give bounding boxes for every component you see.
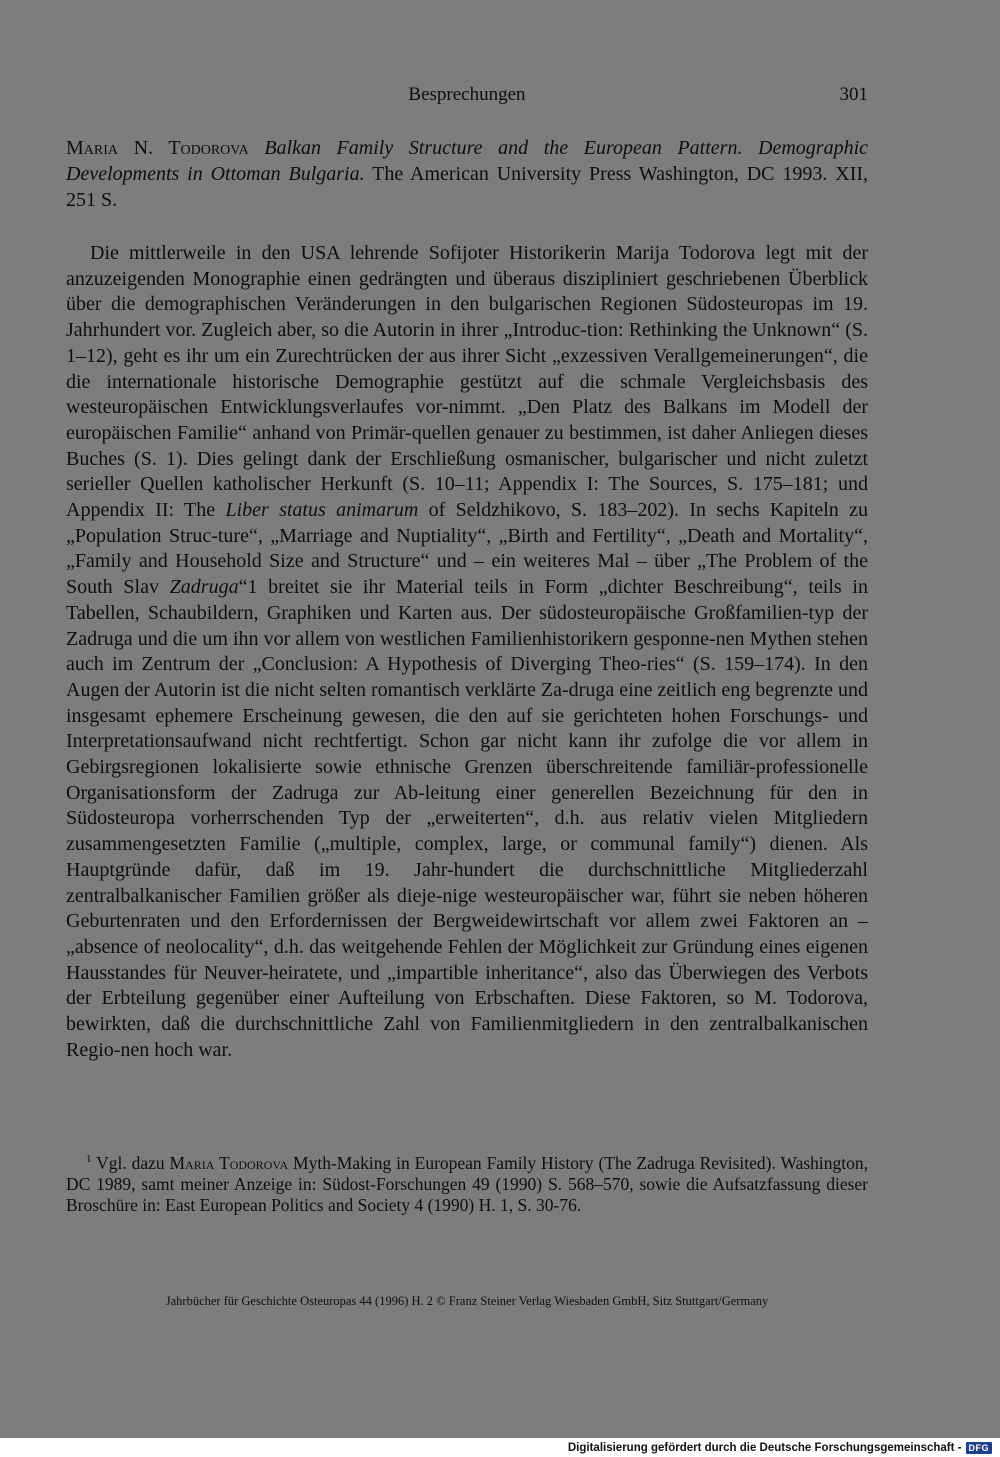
body-text-segment: breitet sie ihr Material teils in Form „dichter Beschreibung“, teils in Tabellen, Schaubildern, Graphiken und Karten aus. Der südosteuropäische Großfamilien-typ der Zadruga und die um ihn vor allem von westlichen Familienhistorikern gesponne-nen Mythen stehen auch im Zentrum der „Conclusion: A Hypothesis of Diverging Theo-ries“ (S. 159–174). In den Augen der Autorin ist die nicht selten romantisch verklärte Za-druga eine zeitlich eng begrenzte und insgesamt ephemere Erscheinung gewesen, die den auf sie gerichteten hohen Forschungs- und Interpretationsaufwand nicht rechtfertigt. Schon gar nicht kann ihr zufolge die vor allem in Gebirgsregionen lokalisierte sowie ethnische Grenzen überschreitende familiär-professionelle Organisationsform der Zadruga zur Ab-leitung einer generellen Bezeichnung für den in Südosteuropa vorherrschenden Typ der „erweiterten“, d.h. aus relativ vielen Mitgliedern zusammengesetzten Familie („multiple, complex, large, or communal family“) dienen. Als Hauptgründe dafür, daß im 19. Jahr-hundert die durchschnittliche Mitgliederzahl zentralbalkanischer Familien größer als dieje-nige westeuropäischer war, führt sie neben höheren Geburtenraten und den Erfordernissen der Bergweidewirtschaft vor allem zwei Faktoren an – „absence of neolocality“, d.h. das weitgehende Fehlen der Möglichkeit zur Gründung eines eigenen Hausstandes für Neuver-heiratete, und „impartible inheritance“, also das Überwiegen des Verbots der Erbteilung gegenüber einer Aufteilung von Erbschaften. Diese Faktoren, so M. Todorova, bewirkten, daß die durchschnittliche Zahl von Familienmitgliedern in den zentralbalkanischen Regio-nen hoch war. (66, 576, 868, 1061)
page-number: 301 (839, 84, 868, 105)
body-italic-liber: Liber status animarum (225, 499, 419, 522)
footnote (66, 1149, 868, 1216)
citation-publication: The American University Press Washington, DC 1993. XII, 251 S. (66, 163, 869, 211)
footnote-marker: 1 (86, 1153, 92, 1165)
body-text-segment: Die mittlerweile in den USA lehrende Sofijoter Historikerin Marija Todorova legt mit der anzuzeigenden Monographie einen gedrängten und überaus diszipliniert geschriebenen Überblick über die demographischen Veränderungen in den bulgarischen Regionen Südosteuropas im 19. Jahrhundert vor. Zugleich aber, so die Autorin in ihrer „Introduc-tion: Rethinking the Unknown“ (S. 1–12), geht es ihr um ein Zurechtrücken der aus ihrer Sicht „exzessiven Verallgemeinerungen“, die die internationale historische Demographie gestützt auf die schmale Vergleichsbasis des westeuropäischen Entwicklungsverlaufes vor-nimmt. „Den Platz des Balkans im Modell der europäischen Familie“ anhand von Primär-quellen genauer zu bestimmen, ist daher Anliegen dieses Buches (S. 1). Dies gelingt dank der Erschließung osmanischer, bulgarischer und nicht zuletzt serieller Quellen katholischer Herkunft (S. 10–11; Appendix I: The Sources, S. 175–181; und Appendix II: The (66, 242, 868, 522)
citation-author: Maria N. Todorova (66, 137, 249, 159)
footnote-paragraph (66, 1149, 868, 1216)
footnote-author: Maria Todorova (169, 1152, 289, 1173)
running-head-title: Besprechungen (408, 84, 526, 105)
dfg-logo-icon: DFG (966, 1442, 993, 1454)
citation-work-title: Balkan Family Structure and the European Pattern. Demographic Developments in Ottoman Bulgaria. (66, 137, 869, 185)
publisher-imprint: Jahrbücher für Geschichte Osteuropas 44 (1996) H. 2 © Franz Steiner Verlag Wiesbaden GmbH, Sitz Stuttgart/Germany (165, 1294, 769, 1308)
footnote-reference: “1 (238, 576, 258, 599)
running-head (66, 84, 868, 110)
review-citation (66, 135, 868, 213)
body-paragraph (66, 241, 868, 1064)
digitization-credit (568, 1439, 992, 1457)
digitization-text: Digitalisierung gefördert durch die Deutsche Forschungsgemeinschaft - (567, 1442, 962, 1454)
review-body (66, 241, 868, 1064)
body-italic-zadruga: Zadruga (169, 576, 239, 599)
body-text-segment: of Seldzhikovo, S. 183–202). In sechs Kapiteln zu „Population Struc-ture“, „Marriage and Nuptiality“, „Birth and Fertility“, „Death and Mortality“, „Family and Household Size and Structure“ und – ein weiteres Mal – über „The Problem of the South Slav (66, 499, 868, 599)
footnote-text: Myth-Making in European Family History (The Zadruga Revisited). Washington, DC 1989, samt meiner Anzeige in: Südost-Forschungen 49 (1990) S. 568–570, sowie die Aufsatzfassung dieser Broschüre in: East European Politics and Society 4 (1990) H. 1, S. 30-76. (66, 1152, 868, 1215)
footnote-prefix: Vgl. dazu (96, 1152, 170, 1173)
